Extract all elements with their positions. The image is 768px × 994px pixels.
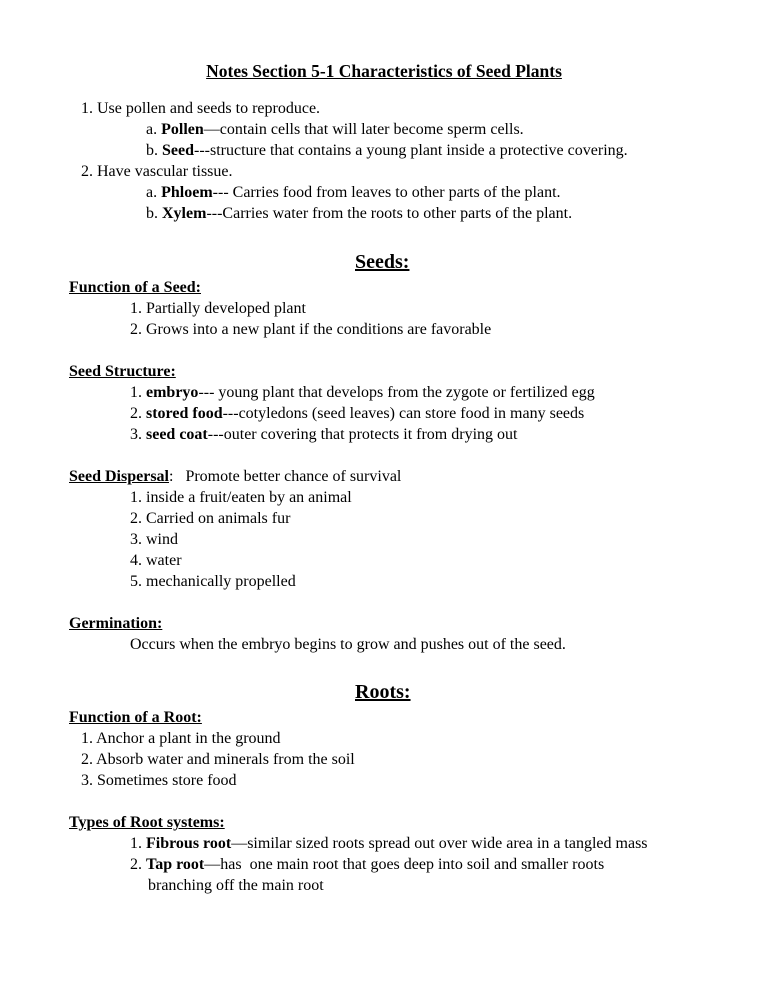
list-number: 3. <box>130 531 142 548</box>
list-item <box>81 162 233 182</box>
list-item <box>130 572 296 592</box>
list-number: 1. <box>130 835 142 852</box>
list-number: 1. <box>81 100 93 117</box>
list-item <box>130 530 178 550</box>
list-item <box>146 204 572 224</box>
list-item <box>81 771 237 791</box>
definition: ---Carries water from the roots to other parts of the plant. <box>206 205 573 222</box>
list-item <box>130 383 595 403</box>
definition: —has one main root that goes deep into soil and smaller roots <box>204 856 605 873</box>
list-number: 2. <box>130 405 142 422</box>
list-number: 4. <box>130 552 142 569</box>
list-letter: a. <box>146 184 158 201</box>
subsection-heading: Types of Root systems: <box>69 814 225 831</box>
term: Pollen <box>161 121 204 138</box>
list-text: Grows into a new plant if the conditions are favorable <box>146 321 492 338</box>
definition: —contain cells that will later become sperm cells. <box>203 121 524 138</box>
list-number: 2. <box>130 321 142 338</box>
section-heading-roots: Roots: <box>355 681 411 703</box>
list-text: wind <box>146 531 178 548</box>
list-letter: a. <box>146 121 158 138</box>
subsection-heading: Seed Structure: <box>69 363 176 380</box>
list-text: Use pollen and seeds to reproduce. <box>97 100 321 117</box>
definition: ---outer covering that protects it from drying out <box>207 426 518 443</box>
list-item <box>130 551 182 571</box>
list-letter: b. <box>146 205 158 222</box>
list-number: 1. <box>130 384 142 401</box>
list-number: 2. <box>81 163 93 180</box>
list-item <box>130 404 584 424</box>
definition: --- young plant that develops from the zygote or fertilized egg <box>198 384 595 401</box>
list-item <box>130 320 491 340</box>
list-number: 5. <box>130 573 142 590</box>
list-text: Partially developed plant <box>146 300 306 317</box>
term: embryo <box>146 384 199 401</box>
paragraph: Occurs when the embryo begins to grow and pushes out of the seed. <box>130 636 566 653</box>
list-number: 2. <box>81 751 93 768</box>
list-number: 1. <box>130 489 142 506</box>
list-number: 1. <box>130 300 142 317</box>
list-number: 1. <box>81 730 93 747</box>
list-text: Carried on animals fur <box>146 510 291 527</box>
list-text: Sometimes store food <box>97 772 237 789</box>
definition: ---structure that contains a young plant inside a protective covering. <box>194 142 628 159</box>
definition: ---cotyledons (seed leaves) can store food in many seeds <box>222 405 585 422</box>
list-item <box>81 99 320 119</box>
list-item <box>146 141 628 161</box>
list-item <box>81 729 281 749</box>
list-letter: b. <box>146 142 158 159</box>
list-item <box>81 750 355 770</box>
definition: —similar sized roots spread out over wide area in a tangled mass <box>231 835 648 852</box>
list-item <box>130 299 306 319</box>
list-number: 3. <box>130 426 142 443</box>
term: Fibrous root <box>146 835 232 852</box>
list-text: Absorb water and minerals from the soil <box>96 751 355 768</box>
list-text: mechanically propelled <box>146 573 296 590</box>
list-text: Anchor a plant in the ground <box>96 730 281 747</box>
subsection-heading: Germination: <box>69 615 163 632</box>
list-text: Have vascular tissue. <box>97 163 233 180</box>
term: Tap root <box>146 856 205 873</box>
list-item <box>146 183 561 203</box>
list-number: 2. <box>130 510 142 527</box>
subsection-note: : Promote better chance of survival <box>169 468 402 485</box>
list-item <box>130 834 648 854</box>
term: Seed <box>162 142 194 159</box>
list-text: inside a fruit/eaten by an animal <box>146 489 352 506</box>
term: Xylem <box>162 205 207 222</box>
list-item <box>130 488 352 508</box>
list-item <box>130 855 604 875</box>
term: stored food <box>146 405 223 422</box>
subsection-heading: Seed Dispersal <box>69 468 169 485</box>
list-item <box>146 120 524 140</box>
list-number: 3. <box>81 772 93 789</box>
definition: --- Carries food from leaves to other parts of the plant. <box>212 184 561 201</box>
term: Phloem <box>161 184 213 201</box>
definition-continued: branching off the main root <box>148 877 324 894</box>
term: seed coat <box>146 426 208 443</box>
section-heading-seeds: Seeds: <box>355 251 410 273</box>
list-text: water <box>146 552 182 569</box>
subsection-heading-dispersal <box>69 467 401 487</box>
subsection-heading: Function of a Seed: <box>69 279 201 296</box>
list-item <box>130 509 290 529</box>
subsection-heading: Function of a Root: <box>69 709 202 726</box>
list-number: 2. <box>130 856 142 873</box>
page-title: Notes Section 5-1 Characteristics of Seed Plants <box>206 61 562 81</box>
list-item <box>130 425 517 445</box>
